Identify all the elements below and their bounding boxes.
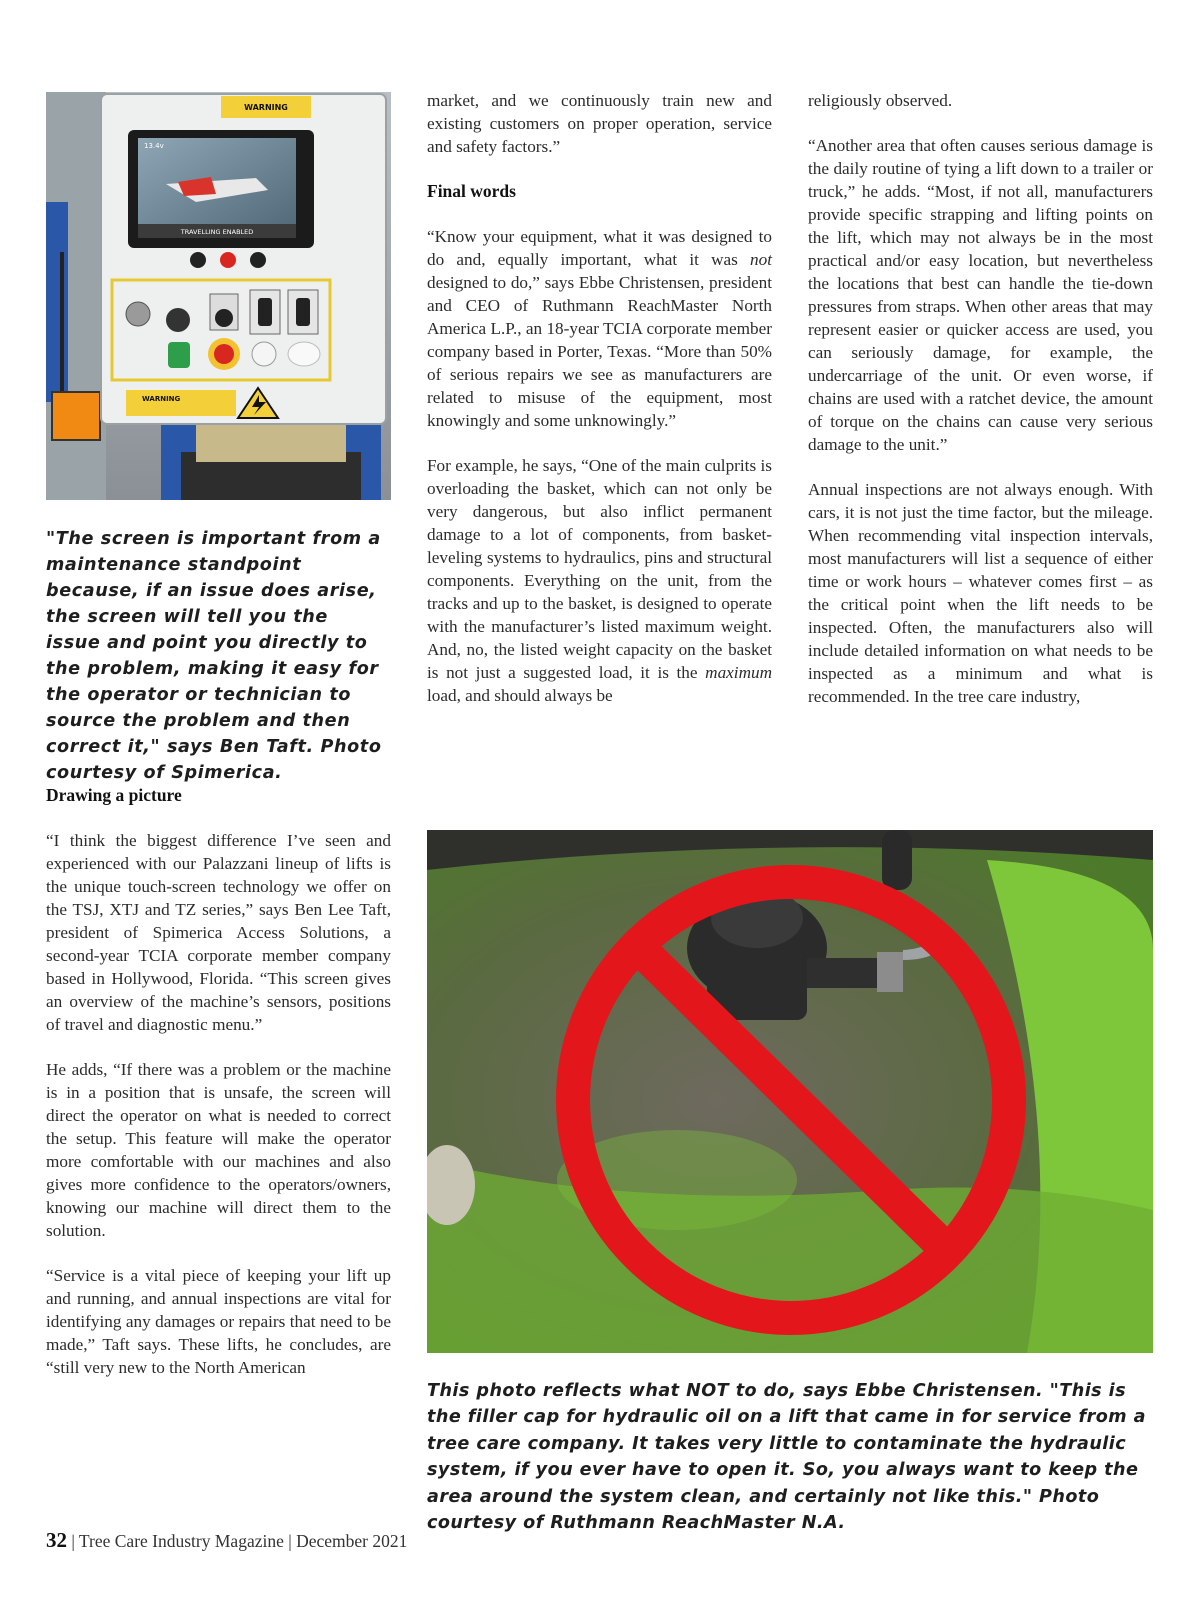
paragraph: “Another area that often causes serious damage is the daily routine of tying a lift down to a trailer or truck,” he adds. “Most, if not all, manufacturers provide specific strapping and lifting points on the lift, which may not always be in the most practical and/or easy location, but nevertheless the locations that best can handle the tie-down pressures from straps. When other areas that may represent easier or quicker access are used, you can seriously damage, for example, the undercarriage of the unit. Or even worse, if chains are used with a ratchet device, the amount of torque on the chains can cause very serious damage to the unit.”: [808, 136, 1153, 454]
paragraph: religiously observed.: [808, 91, 953, 110]
article-column-1: [46, 784, 391, 1401]
photo-caption-filler-cap: This photo reflects what NOT to do, says Ebbe Christensen. "This is the filler cap for hydraulic oil on a lift that came in for service from a tree care company. It takes very little to contaminate the hydraulic system, if you ever have to open it. So, you always want to keep the area around the system clean, and certainly not like this." Photo courtesy of Ruthmann ReachMaster N.A.: [427, 1381, 1146, 1534]
section-heading-drawing-a-picture: Drawing a picture: [46, 785, 182, 805]
filler-cap-photo: [427, 830, 1153, 1353]
paragraph: For example, he says, “One of the main culprits is overloading the basket, which can not only be very dangerous, but also inflict permanent damage to a lot of components, from basket-leveling systems to hydraulics, pins and structural components. Everything on the unit, from the tracks and up to the basket, is designed to operate with the manufacturer’s listed maximum weight. And, no, the listed weight capacity on the basket is not just a suggested load, it is the maximum load, and should always be: [427, 456, 772, 705]
paragraph: Annual inspections are not always enough. With cars, it is not just the time factor, but the mileage. When recommending vital inspection intervals, most manufacturers will list a sequence of either time or work hours – whatever comes first – as the critical point when the lift needs to be inspected. Often, the manufacturers also will include detailed information on what needs to be inspected as a minimum and what is recommended. In the tree care industry,: [808, 480, 1153, 706]
paragraph: market, and we continuously train new and existing customers on proper operation, service and safety factors.”: [427, 91, 772, 156]
paragraph: “Service is a vital piece of keeping your lift up and running, and annual inspections are vital for identifying any damages or repairs that need to be made,” Taft says. These lifts, he concludes, are “still very new to the North American: [46, 1266, 391, 1377]
article-column-3: [808, 89, 1153, 730]
screen-voltage: 13.4v: [144, 142, 164, 150]
control-panel-photo: [46, 92, 391, 500]
filler-cap-illustration: [427, 830, 1153, 1353]
section-heading-final-words: Final words: [427, 181, 516, 201]
photo-caption-control-panel: "The screen is important from a maintenance standpoint because, if an issue does arise, the screen will tell you the issue and point you directly to the problem, making it easy for the operator or technician to source the problem and then correct it," says Ben Taft. Photo courtesy of Spimerica.: [46, 529, 382, 783]
control-panel-illustration: [46, 92, 391, 500]
emphasis-not: not: [750, 250, 772, 269]
paragraph: “Know your equipment, what it was designed to do and, equally important, what it was not designed to do,” says Ebbe Christensen, president and CEO of Ruthmann ReachMaster North America L.P., an 18-year TCIA corporate member company based in Porter, Texas. “More than 50% of serious repairs we see as manufacturers are related to misuse of the equipment, most knowingly and some unknowingly.”: [427, 227, 772, 430]
page-number: 32: [46, 1528, 67, 1552]
screen-status: TRAVELLING ENABLED: [180, 228, 254, 236]
article-column-2: [427, 89, 772, 729]
footer-publication: | Tree Care Industry Magazine | December 2021: [67, 1531, 408, 1551]
paragraph: “I think the biggest difference I’ve seen and experienced with our Palazzani lineup of lifts is the unique touch-screen technology we offer on the TSJ, XTJ and TZ series,” says Ben Lee Taft, president of Spimerica Access Solutions, a second-year TCIA corporate member company based in Hollywood, Florida. “This screen gives an overview of the machine’s sensors, positions of travel and diagnostic menu.”: [46, 831, 391, 1034]
warning-label-top: WARNING: [244, 103, 288, 112]
warning-label-bottom: WARNING: [142, 395, 181, 403]
emphasis-maximum: maximum: [705, 663, 772, 682]
paragraph: He adds, “If there was a problem or the machine is in a position that is unsafe, the screen will direct the operator on what is needed to correct the setup. This feature will make the operator more comfortable with our machines and also gives more confidence to the operators/owners, knowing our machine will direct them to the solution.: [46, 1060, 391, 1240]
page-footer: [46, 1528, 407, 1553]
